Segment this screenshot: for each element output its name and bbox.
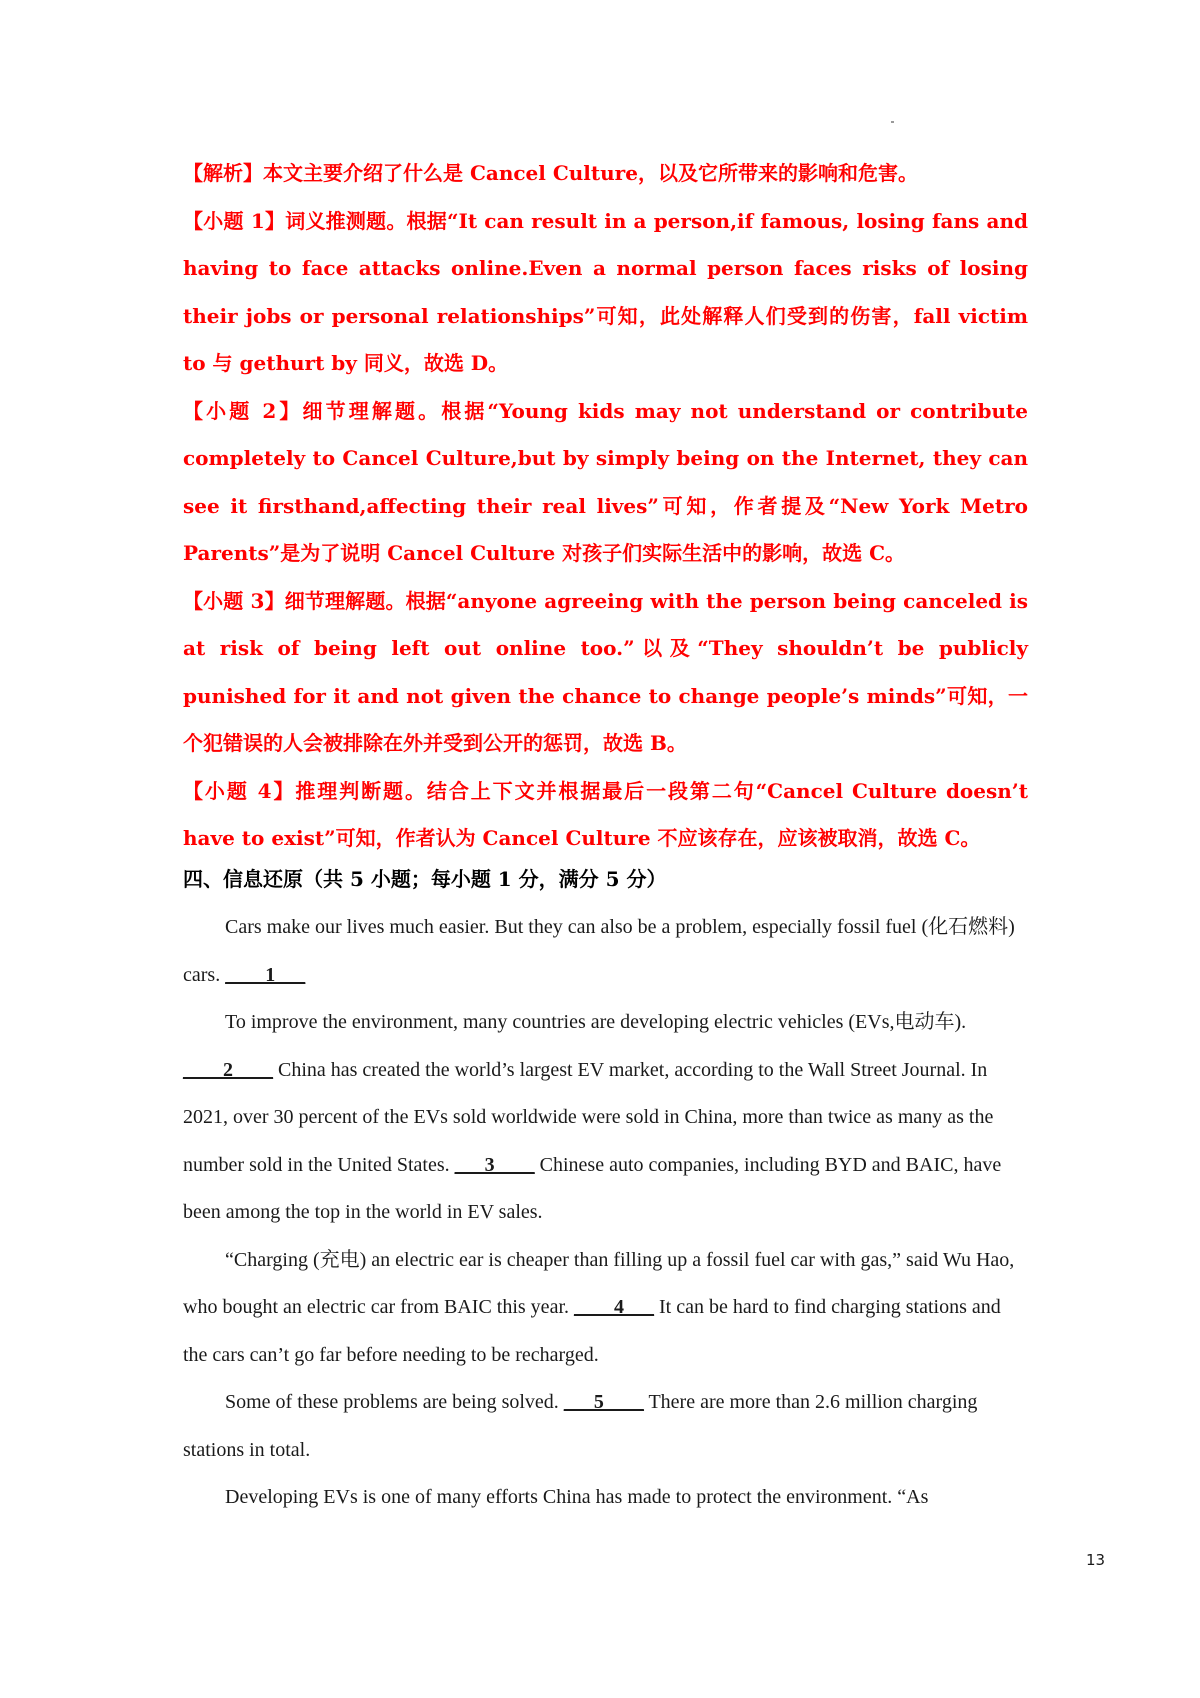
reading-passage xyxy=(183,904,1028,1522)
passage-text: “Charging (充电) an electric ear is cheaper than filling up a fossil fuel car with gas,” said Wu Hao, who bought an electric car from BAIC this year. xyxy=(183,1248,1015,1318)
answer-blank-4: ____4___ xyxy=(574,1296,654,1318)
passage-text: Cars make our lives much easier. But they can also be a problem, especially fossil fuel (化石燃料) cars. xyxy=(183,916,1015,986)
section-heading: 四、信息还原（共 5 小题；每小题 1 分，满分 5 分） xyxy=(183,867,667,891)
passage-text: Chinese auto companies, including BYD and BAIC, have been among the top in the world in EV sales. xyxy=(183,1153,1002,1223)
answer-analysis xyxy=(183,150,1028,863)
passage-text: It can be hard to find charging stations and the cars can’t go far before needing to be recharged. xyxy=(183,1296,1001,1366)
passage-paragraph-4 xyxy=(183,1379,1028,1474)
passage-text: There are more than 2.6 million charging stations in total. xyxy=(183,1391,978,1461)
passage-paragraph-2 xyxy=(183,999,1028,1237)
answer-blank-3: ___3____ xyxy=(454,1153,535,1176)
scan-speck xyxy=(891,121,894,123)
page-number: 13 xyxy=(1086,1551,1106,1569)
analysis-question-4: 【小题 4】推理判断题。结合上下文并根据最后一段第二句“Cancel Culture doesn’t have to exist”可知，作者认为 Cancel Culture 不应该存在，应该被取消，故选 C。 xyxy=(183,778,1028,850)
passage-paragraph-3 xyxy=(183,1237,1028,1380)
passage-paragraph-1 xyxy=(183,904,1028,999)
answer-blank-2: ____2____ xyxy=(183,1058,273,1081)
passage-text: Some of these problems are being solved. xyxy=(225,1391,564,1413)
analysis-question-2: 【小题 2】细节理解题。根据“Young kids may not understand or contribute completely to Cancel Culture,but by simply being on the Internet, they can see it firsthand,affecting their real lives”可知，作者提及“New York Metro Parents”是为了说明 Cancel Culture 对孩子们实际生活中的影响，故选 C。 xyxy=(183,398,1028,565)
analysis-summary: 【解析】本文主要介绍了什么是 Cancel Culture，以及它所带来的影响和危害。 xyxy=(183,161,918,185)
analysis-question-1: 【小题 1】词义推测题。根据“It can result in a person,if famous, losing fans and having to face attacks online.Even a normal person faces risks of losing their jobs or personal relationships”可知，此处解释人们受到的伤害，fall victim to 与 gethurt by 同义，故选 D。 xyxy=(183,208,1028,375)
analysis-question-3: 【小题 3】细节理解题。根据“anyone agreeing with the person being canceled is at risk of being left out online too.”以及“They shouldn’t be publicly punished for it and not given the chance to change people’s minds”可知，一个犯错误的人会被排除在外并受到公开的惩罚，故选 B。 xyxy=(183,588,1028,755)
passage-paragraph-5: Developing EVs is one of many efforts China has made to protect the environment. “As xyxy=(225,1486,929,1508)
passage-text: China has created the world’s largest EV market, according to the Wall Street Journal. In 2021, over 30 percent of the EVs sold worldwide were sold in China, more than twice as many as the number sold in the United States. xyxy=(183,1058,994,1176)
answer-blank-1: ____1___ xyxy=(225,963,306,986)
answer-blank-5: ___5____ xyxy=(563,1391,644,1413)
passage-text: To improve the environment, many countries are developing electric vehicles (EVs,电动车). xyxy=(225,1011,967,1033)
